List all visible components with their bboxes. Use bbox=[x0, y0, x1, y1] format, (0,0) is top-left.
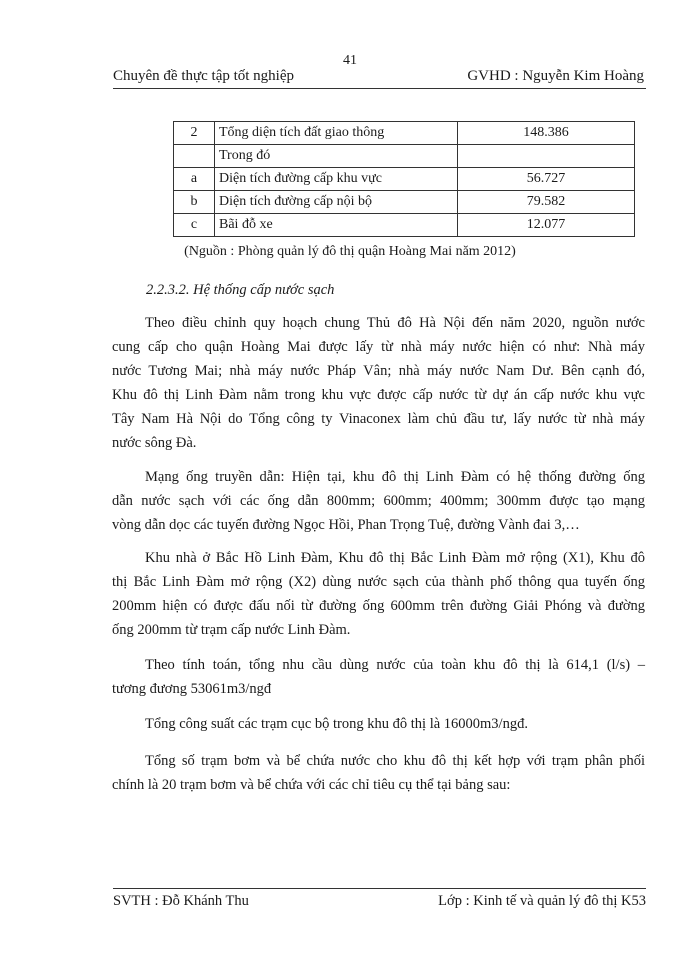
paragraph-pipe-network bbox=[112, 465, 645, 537]
text-line: dẫn nước sạch với các ống dẫn 800mm; 600mm; 400mm; 300mm được tạo mạng bbox=[112, 493, 645, 509]
table-row bbox=[174, 214, 635, 237]
header-right-text: GVHD : Nguyễn Kim Hoàng bbox=[467, 68, 644, 84]
row-value bbox=[458, 145, 635, 168]
row-number: 2 bbox=[174, 122, 215, 145]
text-line: cung cấp cho quận Hoàng Mai được lấy từ nhà máy nước hiện có như: Nhà máy bbox=[112, 339, 645, 355]
paragraph-water-sources bbox=[112, 311, 645, 455]
text-line: vòng dẫn dọc các tuyến đường Ngọc Hồi, Phan Trọng Tuệ, đường Vành đai 3,… bbox=[112, 517, 580, 533]
paragraph-water-demand bbox=[112, 653, 645, 701]
section-heading: 2.2.3.2. Hệ thống cấp nước sạch bbox=[146, 282, 335, 298]
row-number bbox=[174, 145, 215, 168]
text-line: ống 200mm từ trạm cấp nước Linh Đàm. bbox=[112, 622, 351, 638]
text-line: Khu đô thị Linh Đàm nằm trong khu vực được cấp nước từ dự án cấp nước khu vực bbox=[112, 387, 645, 403]
text-line: Mạng ống truyền dẫn: Hiện tại, khu đô thị Linh Đàm có hệ thống đường ống bbox=[145, 469, 645, 485]
text-line: nước sông Đà. bbox=[112, 435, 197, 451]
footer-rule bbox=[113, 888, 646, 889]
paragraph-pump-stations bbox=[112, 749, 645, 797]
text-line: Theo điều chỉnh quy hoạch chung Thủ đô Hà Nội đến năm 2020, nguồn nước bbox=[145, 315, 645, 331]
text-line: 200mm hiện có được đấu nối từ đường ống 600mm trên đường Giải Phóng và đường bbox=[112, 598, 645, 614]
table-source-note: (Nguồn : Phòng quản lý đô thị quận Hoàng Mai năm 2012) bbox=[184, 244, 516, 259]
text-line: Khu nhà ở Bắc Hồ Linh Đàm, Khu đô thị Bắc Linh Đàm mở rộng (X1), Khu đô bbox=[145, 550, 645, 566]
row-value: 79.582 bbox=[458, 191, 635, 214]
text-line: Tổng số trạm bơm và bể chứa nước cho khu đô thị kết hợp với trạm phân phối bbox=[145, 753, 645, 769]
table-row bbox=[174, 168, 635, 191]
row-number: a bbox=[174, 168, 215, 191]
footer-right-text: Lớp : Kinh tế và quản lý đô thị K53 bbox=[438, 893, 646, 909]
row-value: 148.386 bbox=[458, 122, 635, 145]
row-item: Diện tích đường cấp khu vực bbox=[215, 168, 458, 191]
page-number: 41 bbox=[343, 53, 357, 68]
text-line: nước Tương Mai; nhà máy nước Pháp Vân; nhà máy nước Nam Dư. Bên cạnh đó, bbox=[112, 363, 645, 379]
paragraph-station-capacity bbox=[112, 712, 645, 736]
header-rule bbox=[113, 88, 646, 89]
row-value: 56.727 bbox=[458, 168, 635, 191]
row-item: Trong đó bbox=[215, 145, 458, 168]
row-item: Bãi đỗ xe bbox=[215, 214, 458, 237]
text-line: chính là 20 trạm bơm và bể chứa với các chỉ tiêu cụ thể tại bảng sau: bbox=[112, 777, 511, 793]
text-line: Tổng công suất các trạm cục bộ trong khu đô thị là 16000m3/ngđ. bbox=[145, 716, 528, 732]
row-item: Diện tích đường cấp nội bộ bbox=[215, 191, 458, 214]
paragraph-housing-areas bbox=[112, 546, 645, 642]
text-line: Theo tính toán, tổng nhu cầu dùng nước của toàn khu đô thị là 614,1 (l/s) – bbox=[145, 657, 645, 673]
text-line: tương đương 53061m3/ngđ bbox=[112, 681, 272, 697]
text-line: Tây Nam Hà Nội do Tổng công ty Vinaconex làm chủ đầu tư, lấy nước từ nhà máy bbox=[112, 411, 645, 427]
text-line: thị Bắc Linh Đàm mở rộng (X2) dùng nước sạch của thành phố thông qua tuyến ống bbox=[112, 574, 645, 590]
footer-left-text: SVTH : Đỗ Khánh Thu bbox=[113, 893, 249, 909]
row-number: b bbox=[174, 191, 215, 214]
row-number: c bbox=[174, 214, 215, 237]
row-value: 12.077 bbox=[458, 214, 635, 237]
table-row bbox=[174, 191, 635, 214]
table-row bbox=[174, 145, 635, 168]
table-row bbox=[174, 122, 635, 145]
header-left-text: Chuyên đề thực tập tốt nghiệp bbox=[113, 68, 295, 84]
row-item: Tổng diện tích đất giao thông bbox=[215, 122, 458, 145]
traffic-area-table bbox=[173, 121, 635, 237]
